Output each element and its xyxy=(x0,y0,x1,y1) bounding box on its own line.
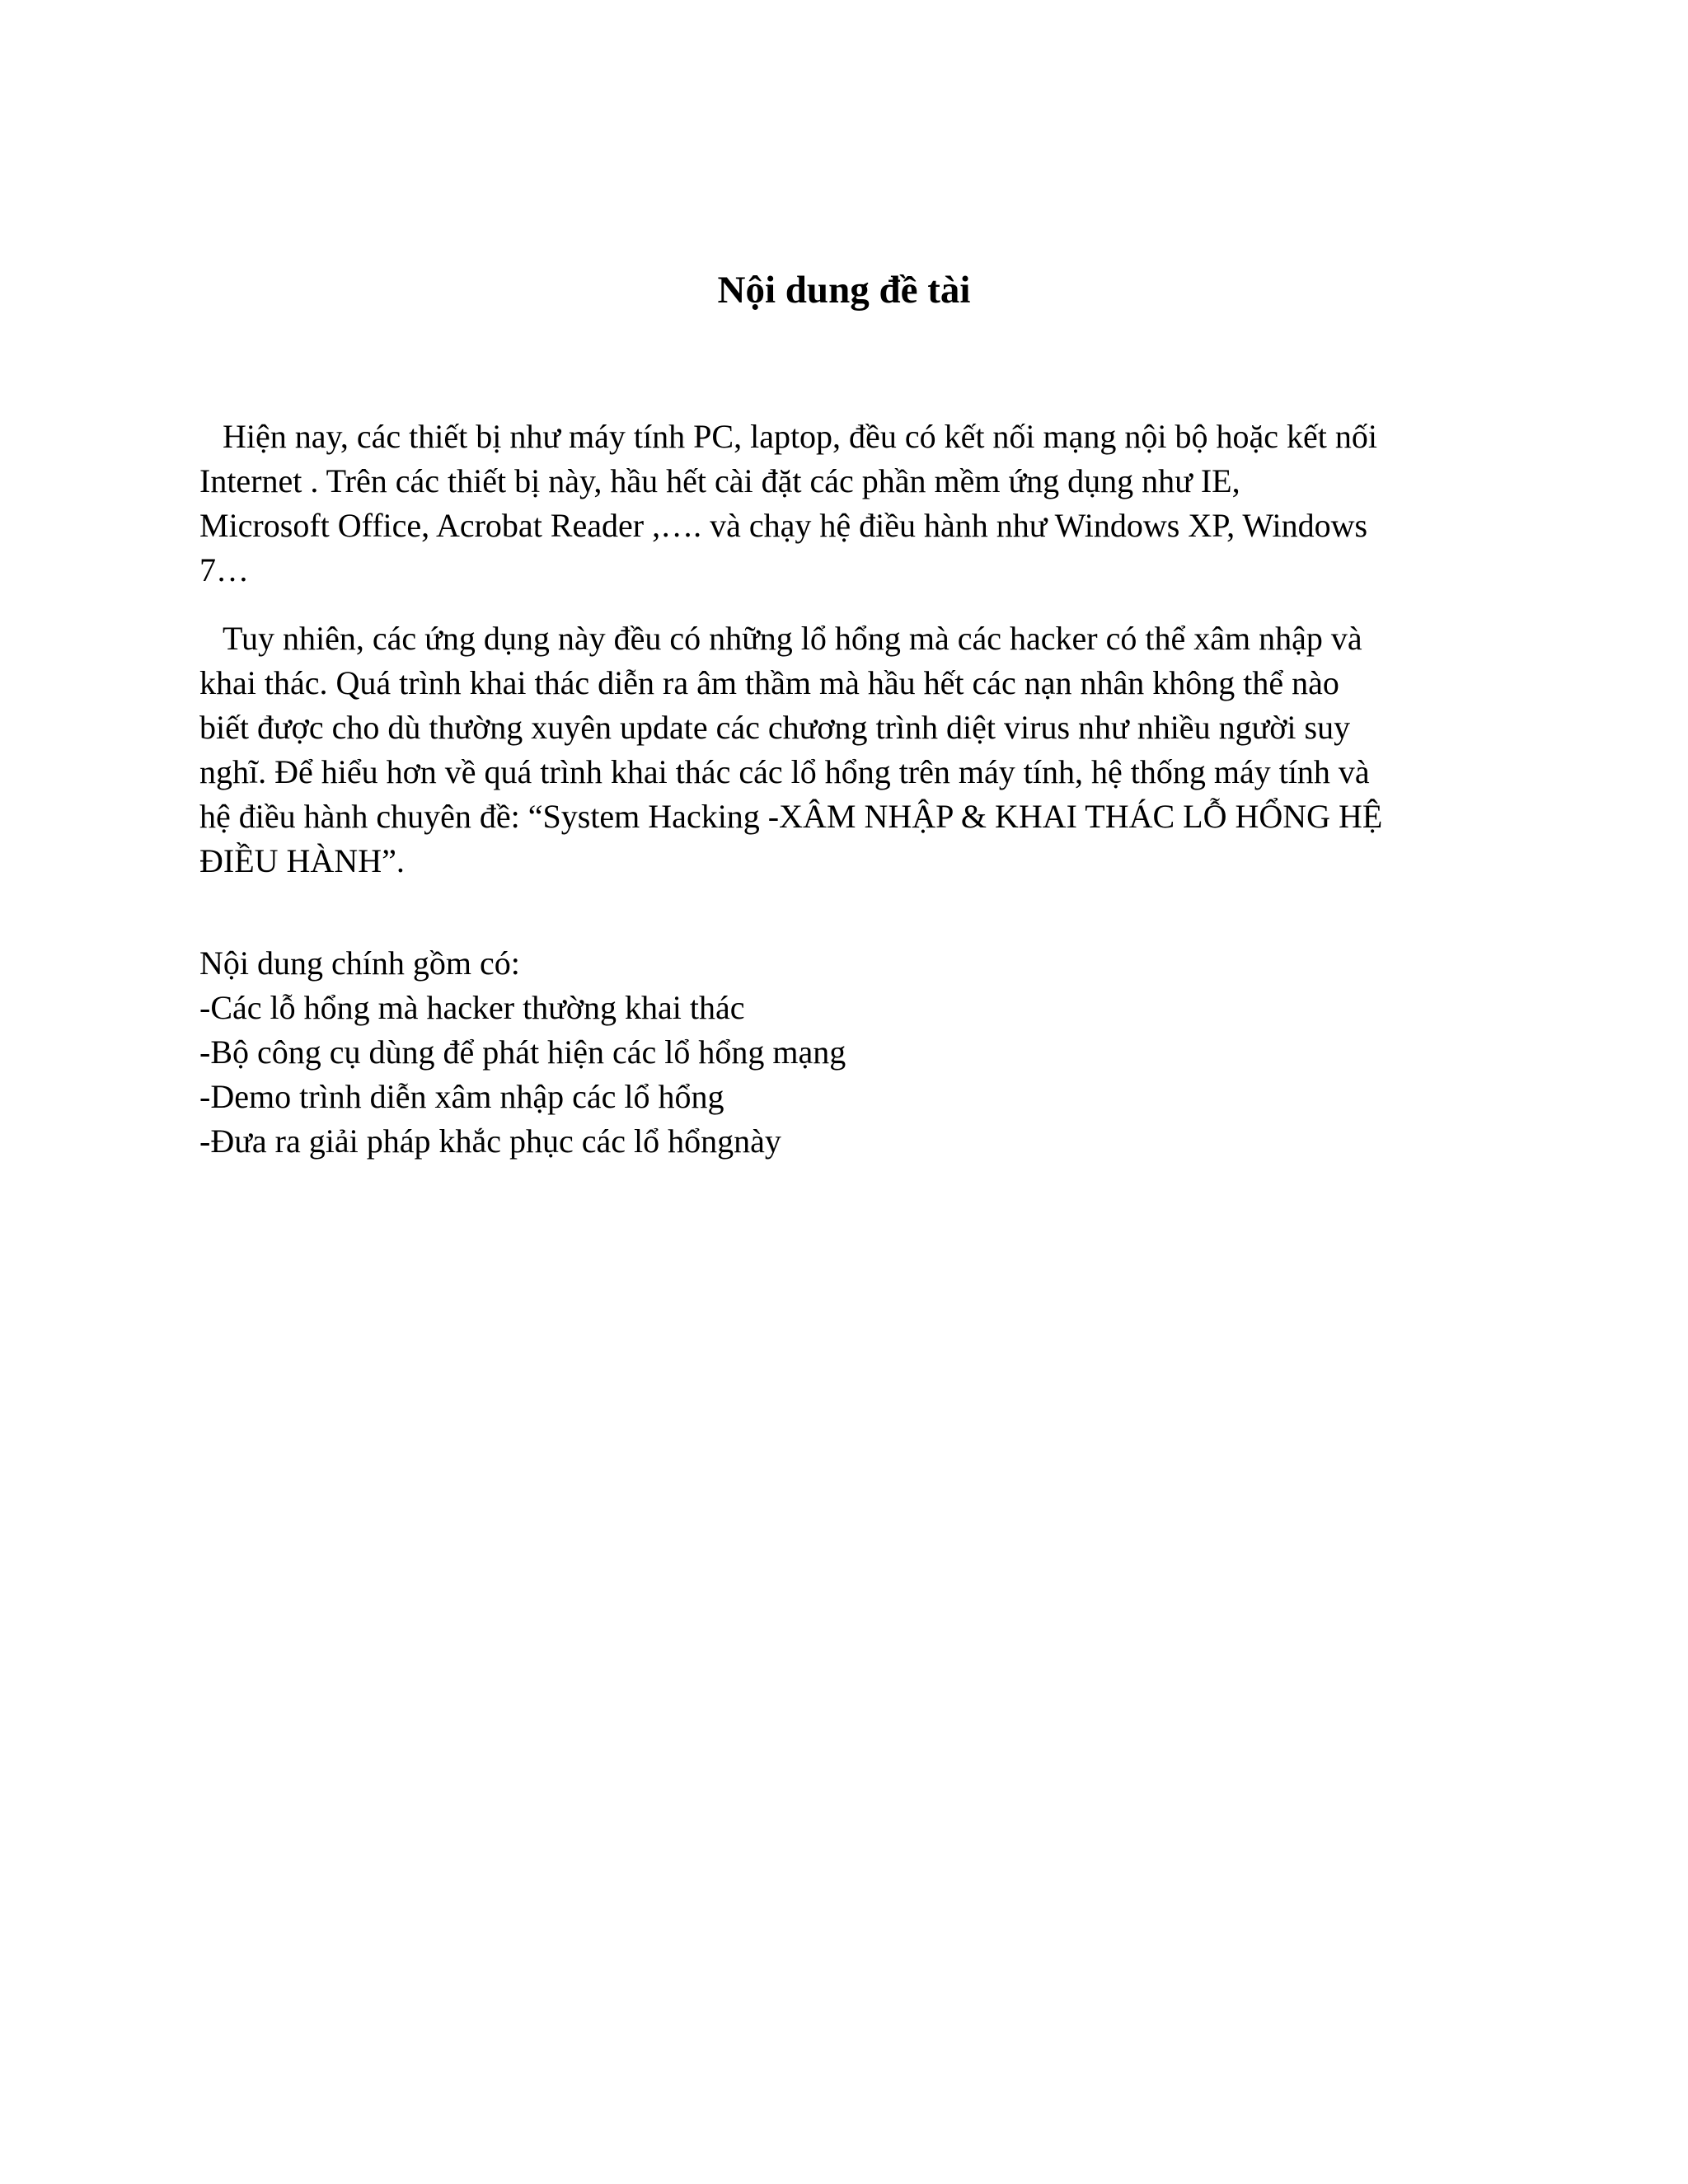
list-item: -Các lỗ hổng mà hacker thường khai thác xyxy=(199,989,745,1026)
paragraph-line: 7… xyxy=(199,551,249,588)
paragraph-line: khai thác. Quá trình khai thác diễn ra âm thầm mà hầu hết các nạn nhân không thể nào xyxy=(199,664,1339,701)
paragraph-intro xyxy=(199,415,1502,593)
list-item: -Đưa ra giải pháp khắc phục các lổ hổngnày xyxy=(199,1122,781,1160)
list-heading: Nội dung chính gồm có: xyxy=(199,944,520,982)
list-item: -Bộ công cụ dùng để phát hiện các lổ hổng mạng xyxy=(199,1033,846,1071)
paragraph-line: Hiện nay, các thiết bị như máy tính PC, laptop, đều có kết nối mạng nội bộ hoặc kết nối xyxy=(223,418,1378,455)
paragraph-line: Internet . Trên các thiết bị này, hầu hết cài đặt các phần mềm ứng dụng như IE, xyxy=(199,462,1240,499)
paragraph-vulnerabilities xyxy=(199,616,1502,883)
paragraph-line: nghĩ. Để hiểu hơn về quá trình khai thác các lổ hổng trên máy tính, hệ thống máy tính và xyxy=(199,753,1370,790)
content-list xyxy=(199,941,1502,1164)
paragraph-line: Microsoft Office, Acrobat Reader ,…. và chạy hệ điều hành như Windows XP, Windows xyxy=(199,507,1368,544)
document-title: Nội dung đề tài xyxy=(717,269,971,312)
paragraph-line: biết được cho dù thường xuyên update các chương trình diệt virus như nhiều người suy xyxy=(199,709,1351,746)
paragraph-line: hệ điều hành chuyên đề: “System Hacking -XÂM NHẬP & KHAI THÁC LỖ HỔNG HỆ xyxy=(199,798,1383,835)
list-item: -Demo trình diễn xâm nhập các lổ hổng xyxy=(199,1078,724,1115)
paragraph-line: Tuy nhiên, các ứng dụng này đều có những lổ hổng mà các hacker có thể xâm nhập và xyxy=(223,620,1362,657)
paragraph-line: ĐIỀU HÀNH”. xyxy=(199,842,405,879)
